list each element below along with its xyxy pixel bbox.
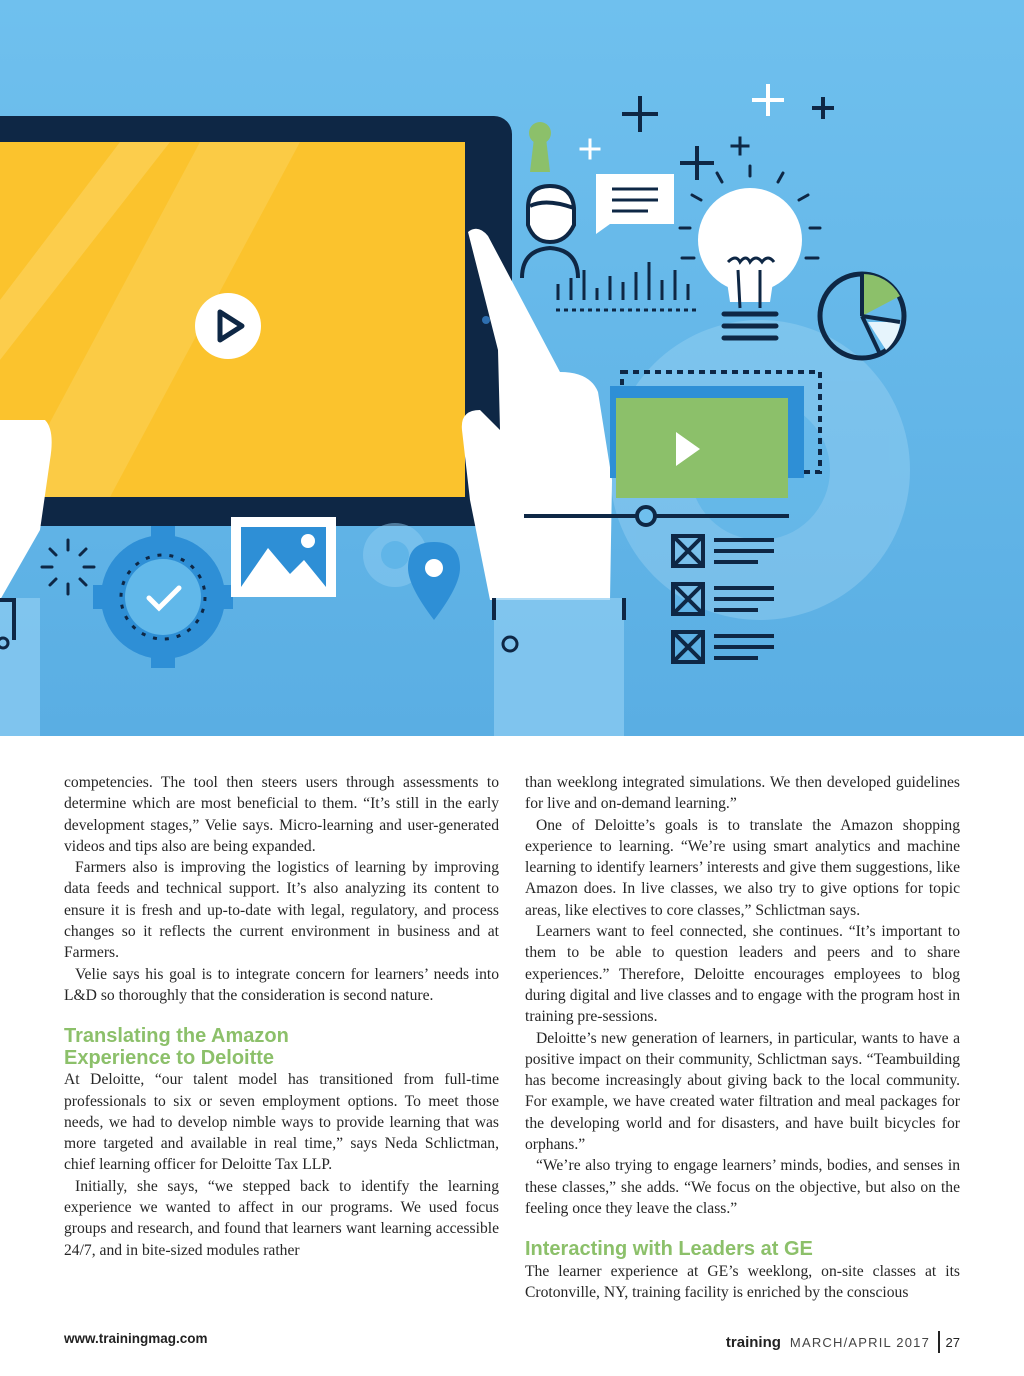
footer-brand: training	[725, 1333, 781, 1351]
paragraph: One of Deloitte’s goals is to translate the Amazon shopping experience to learning. “We’re using smart analytics and machine learning to identify learners’ interests and give them suggestions, like Amazon does. In live classes, we also try to give options for topic areas, like electives to core classes,” Schlictman says.	[525, 816, 960, 919]
paragraph: competencies. The tool then steers users through assessments to determine which are most beneficial to them. “It’s still in the early development stages,” Velie says. Micro-learning and user-generated videos and tips also are being expanded.	[64, 774, 499, 855]
paragraph: The learner experience at GE’s weeklong, on-site classes at its Crotonville, NY, training facility is enriched by the conscious	[525, 1262, 960, 1302]
paragraph: Deloitte’s new generation of learners, in particular, wants to have a positive impact on their community, Schlictman says. “Teambuilding has become increasingly about giving back to the local community. For example, we have created water filtration and meal packages for the developing world and for disasters, and have built bicycles for orphans.”	[525, 1029, 960, 1154]
footer-website[interactable]: www.trainingmag.com	[64, 1331, 208, 1346]
left-column	[64, 772, 499, 1261]
page-number: 27	[945, 1334, 960, 1350]
paragraph: Velie says his goal is to integrate concern for learners’ needs into L&D so thoroughly that the consideration is second nature.	[64, 965, 499, 1004]
heading-line: Experience to Deloitte	[64, 1046, 275, 1069]
paragraph: Farmers also is improving the logistics of learning by improving data feeds and technical support. It’s also analyzing its content to ensure it is fresh and up-to-date with legal, regulatory, and process changes so it reflects the current environment in business and at Farmers.	[64, 859, 499, 962]
footer-issue: MARCH/APRIL 2017	[789, 1334, 931, 1350]
section-heading-ge: Interacting with Leaders at GE	[525, 1238, 813, 1261]
footer-divider	[938, 1331, 940, 1353]
paragraph: At Deloitte, “our talent model has transitioned from full-time professionals to six or seven employment options. To meet those needs, we had to develop nimble ways to provide learning that was more targeted and available in real time,” says Neda Schlictman, chief learning officer for Deloitte Tax LLP.	[64, 1071, 499, 1174]
paragraph: than weeklong integrated simulations. We then developed guidelines for live and on-demand learning.”	[525, 774, 960, 813]
footer-folio	[726, 1331, 960, 1353]
paragraph: “We’re also trying to engage learners’ minds, bodies, and senses in these classes,” she adds. “We focus on the objective, but also on the feeling once they leave the class.”	[525, 1157, 960, 1217]
right-column	[525, 772, 960, 1303]
paragraph: Learners want to feel connected, she continues. “It’s important to them to be able to question leaders and peers and to share experiences.” Therefore, Deloitte encourages employees to blog during digital and live classes and to engage with the program host in training pre-sessions.	[525, 923, 960, 1026]
section-heading-deloitte	[64, 1026, 499, 1069]
image-icon	[231, 517, 336, 597]
heading-line: Translating the Amazon	[64, 1025, 289, 1048]
paragraph: Initially, she says, “we stepped back to identify the learning experience we wanted to affect in our programs. We used focus groups and research, and found that learners want learning accessible 24/7, and in bite-sized modules rather	[64, 1177, 499, 1259]
play-icon	[195, 293, 261, 359]
